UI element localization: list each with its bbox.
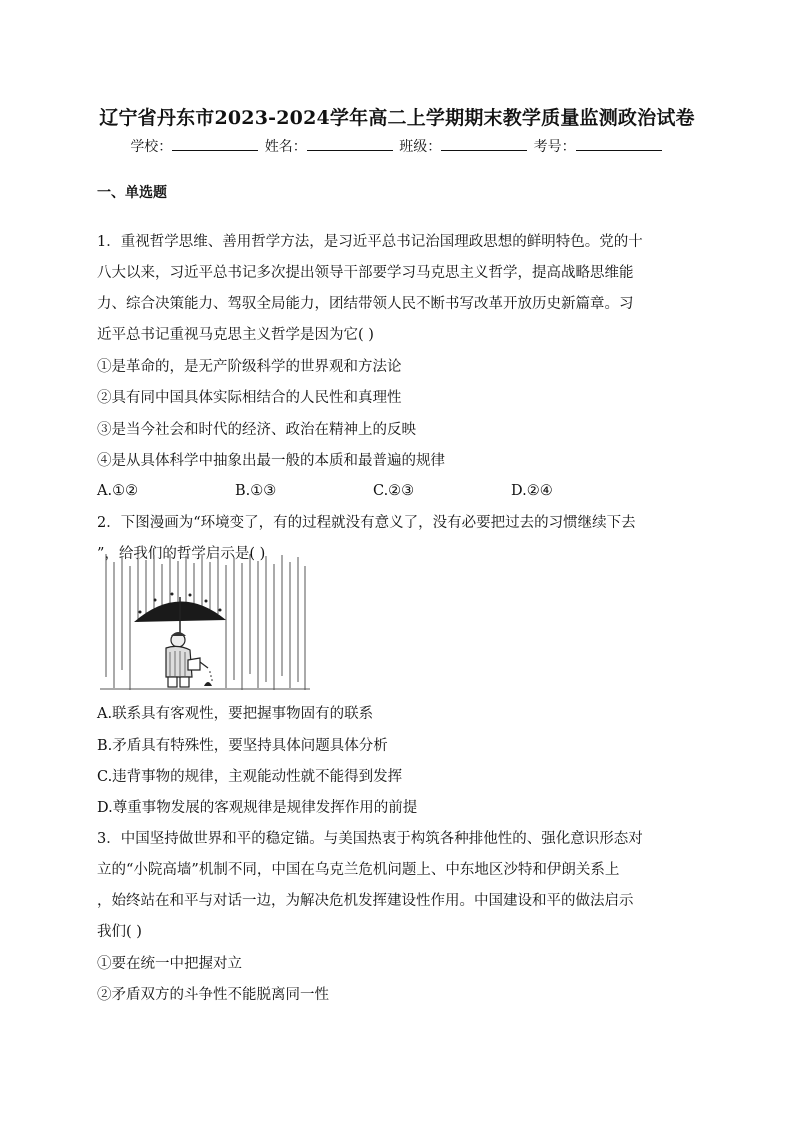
school-label: 学校： [130,139,173,155]
q1-option-a[interactable]: A.①② [97,483,139,499]
q1-statement: ④是从具体科学中抽象出最一般的本质和最普遍的规律 [97,453,445,469]
name-label: 姓名： [264,139,307,155]
q3-stem-line: 3．中国坚持做世界和平的稳定锚。与美国热衷于构筑各种排他性的、强化意识形态对 [97,831,643,847]
exam-number-blank [576,136,662,151]
q1-stem-line: 力、综合决策能力、驾驭全局能力，团结带领人民不断书写改革开放历史新篇章。习 [97,296,634,312]
q2-stem-line: ”，给我们的哲学启示是( ) [97,546,266,562]
q1-stem-line: 近平总书记重视马克思主义哲学是因为它( ) [97,327,374,343]
man-with-watering-can [166,632,213,687]
q2-option-b[interactable]: B.矛盾具有特殊性，要坚持具体问题具体分析 [97,738,388,754]
q3-statement: ①要在统一中把握对立 [97,956,242,972]
q3-stem-line: ，始终站在和平与对话一边，为解决危机发挥建设性作用。中国建设和平的做法启示 [97,893,634,909]
q1-stem-line: 八大以来，习近平总书记多次提出领导干部要学习马克思主义哲学，提高战略思维能 [97,265,634,281]
exam-number-label: 考号： [533,139,576,155]
school-blank [172,136,258,151]
class-blank [441,136,527,151]
student-info-row [0,136,794,156]
q1-stem-line: 1．重视哲学思维、善用哲学方法，是习近平总书记治国理政思想的鲜明特色。党的十 [97,234,643,250]
q2-option-a[interactable]: A.联系具有客观性，要把握事物固有的联系 [97,706,374,722]
q1-option-b[interactable]: B.①③ [235,483,277,499]
name-blank [307,136,393,151]
section-heading: 一、单选题 [97,185,167,201]
q1-statement: ①是革命的，是无产阶级科学的世界观和方法论 [97,359,402,375]
q1-statement: ②具有同中国具体实际相结合的人民性和真理性 [97,390,402,406]
q2-option-c[interactable]: C.违背事物的规律，主观能动性就不能得到发挥 [97,769,403,785]
q2-option-d[interactable]: D.尊重事物发展的客观规律是规律发挥作用的前提 [97,800,418,816]
class-label: 班级： [399,139,442,155]
rain-lines [106,554,305,690]
q1-option-c[interactable]: C.②③ [373,483,415,499]
q3-statement: ②矛盾双方的斗争性不能脱离同一性 [97,987,329,1003]
q1-statement: ③是当今社会和时代的经济、政治在精神上的反映 [97,422,416,438]
rain-umbrella-cartoon [100,552,310,694]
q3-stem-line: 立的“小院高墙”机制不同，中国在乌克兰危机问题上、中东地区沙特和伊朗关系上 [97,862,620,878]
q3-stem-line: 我们( ) [97,924,142,940]
exam-title: 辽宁省丹东市2023-2024学年高二上学期期末教学质量监测政治试卷 [99,107,695,129]
q1-option-d[interactable]: D.②④ [511,483,553,499]
q2-stem-line: 2．下图漫画为“环境变了，有的过程就没有意义了，没有必要把过去的习惯继续下去 [97,515,636,531]
